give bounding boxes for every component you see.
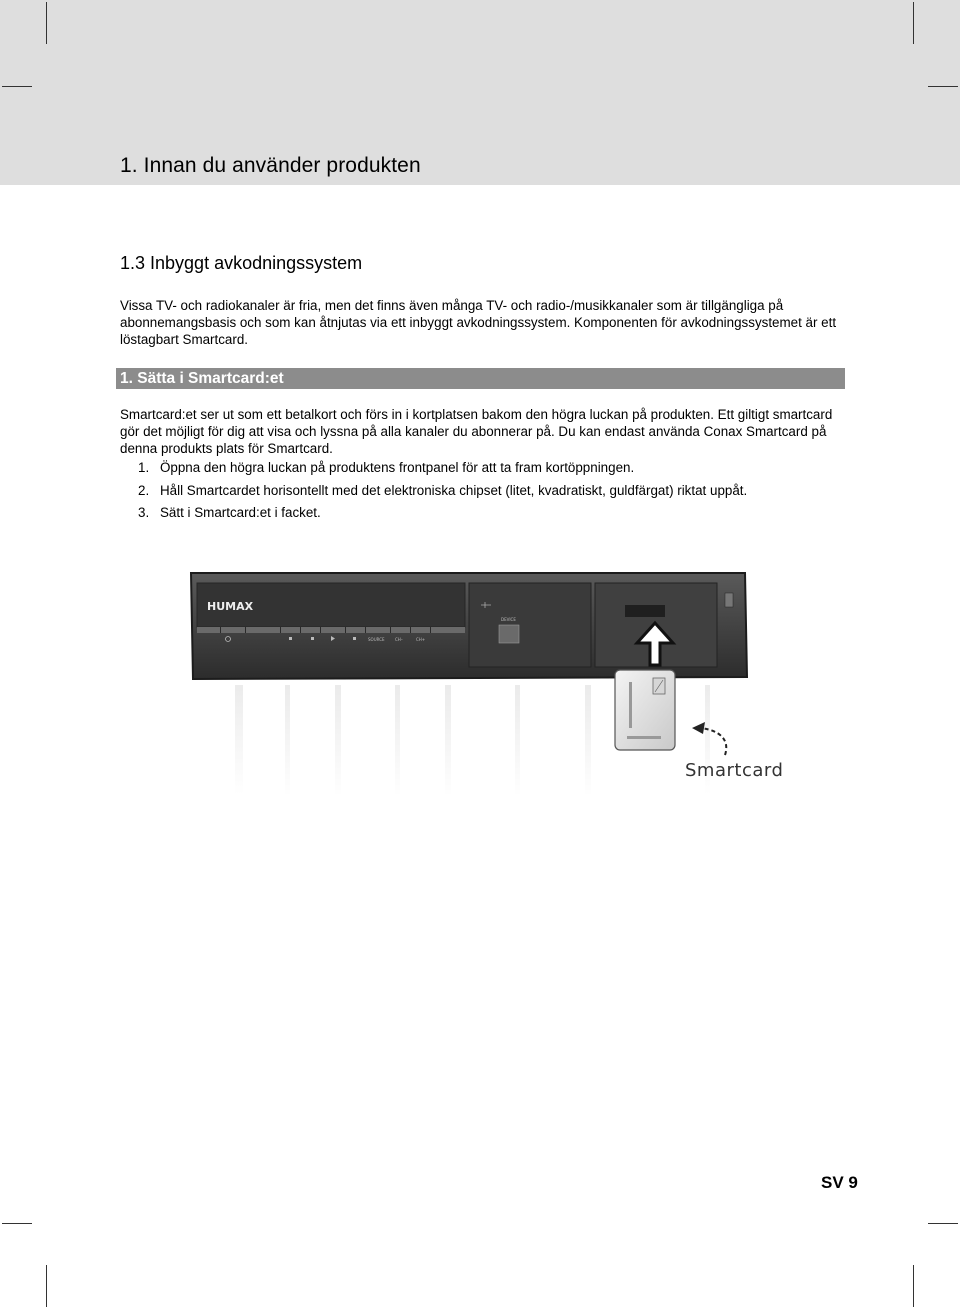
intro-paragraph: Vissa TV- och radiokanaler är fria, men det finns även många TV- och radio-/musikkanaler som är tillgängliga på abonnemangsbasis och som kan åtnjutas via ett inbyggt avkodningssystem. Komponenten för avkodningssystemet är ett löstagbart Smartcard. xyxy=(120,298,837,347)
curved-arrow-icon xyxy=(700,728,726,755)
crop-mark xyxy=(928,86,958,87)
door-latch xyxy=(725,593,733,607)
page-title: 1. Innan du använder produkten xyxy=(120,154,421,177)
step-number: 1. xyxy=(138,460,150,475)
receiver-illustration xyxy=(185,565,805,805)
crop-mark xyxy=(928,1223,958,1224)
crop-mark xyxy=(913,1265,914,1307)
record-icon xyxy=(289,637,292,640)
step-text: Håll Smartcardet horisontellt med det elektroniska chipset (litet, kvadratiskt, guldfärgat) riktat uppåt. xyxy=(160,483,748,498)
stop-icon xyxy=(311,637,314,640)
source-button-label: SOURCE xyxy=(368,637,385,642)
usb-port xyxy=(499,625,519,643)
arrow-head-icon xyxy=(692,722,705,734)
smartcard-graphic xyxy=(615,670,675,750)
card-slot xyxy=(625,605,665,617)
step-number: 3. xyxy=(138,505,150,520)
smartcard-label: Smartcard xyxy=(685,760,784,781)
crop-mark xyxy=(46,1265,47,1307)
step-text: Sätt i Smartcard:et i facket. xyxy=(160,505,321,520)
crop-mark xyxy=(46,2,47,44)
ch-plus-button-label: CH+ xyxy=(416,637,426,642)
subsection-title: 1. Sätta i Smartcard:et xyxy=(116,368,845,389)
step-item xyxy=(138,482,747,499)
crop-mark xyxy=(2,1223,32,1224)
section-title: 1.3 Inbyggt avkodningssystem xyxy=(120,253,363,273)
pause-icon xyxy=(353,637,356,640)
page-number: SV 9 xyxy=(821,1173,858,1192)
usb-door xyxy=(469,583,591,667)
crop-mark xyxy=(913,2,914,44)
step-number: 2. xyxy=(138,483,150,498)
crop-mark xyxy=(2,86,32,87)
ch-minus-button-label: CH– xyxy=(395,637,403,642)
step-item xyxy=(138,459,634,476)
step-item xyxy=(138,504,321,521)
brand-logo: HUMAX xyxy=(207,600,254,613)
step-text: Öppna den högra luckan på produktens frontpanel för att ta fram kortöppningen. xyxy=(160,460,635,475)
button-strip xyxy=(197,627,465,633)
usb-label: DEVICE xyxy=(501,617,516,622)
body-paragraph: Smartcard:et ser ut som ett betalkort och förs in i kortplatsen bakom den högra luckan på produkten. Ett giltigt smartcard gör det möjligt för dig att visa och lyssna på alla kanaler du abonnerar på. Du kan endast använda Conax Smartcard på denna produkts plats för Smartcard. xyxy=(120,407,833,456)
